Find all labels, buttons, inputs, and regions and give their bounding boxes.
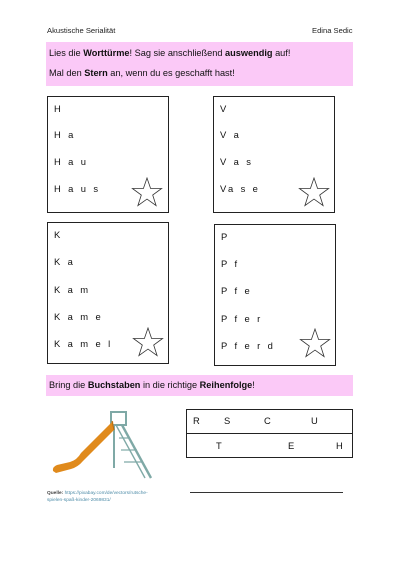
text-part: Bring die	[49, 380, 88, 390]
text-bold: Reihenfolge	[199, 380, 253, 390]
letter-grid	[186, 409, 353, 458]
text-part: Mal den	[49, 68, 85, 78]
source-link[interactable]: https://pixabay.com/de/vectors/rutsche-spielen-spaß-kinder-2069831/	[47, 491, 148, 503]
header-left: Akustische Serialität	[47, 26, 116, 35]
tower-word: P	[221, 231, 230, 242]
tower-word: H	[54, 103, 64, 114]
star-outline-icon[interactable]	[131, 177, 163, 208]
instruction-banner	[46, 42, 353, 86]
tower-word: V	[220, 103, 229, 114]
tower-word: K a	[54, 256, 76, 267]
tower-word: P f e	[221, 285, 253, 296]
tower-word: P f e r	[221, 313, 263, 324]
tower-word: P f	[221, 258, 240, 269]
star-outline-icon[interactable]	[132, 327, 164, 358]
letter: T	[216, 440, 222, 451]
instruction-banner-2	[46, 375, 353, 396]
word-tower-kamel	[47, 222, 169, 364]
tower-word: H a	[54, 129, 76, 140]
text-bold: Worttürme	[83, 48, 130, 58]
tower-word: K a m e l	[54, 338, 113, 349]
instruction-line	[49, 380, 255, 390]
letter: C	[264, 415, 271, 426]
tower-word: H a u	[54, 156, 89, 167]
letter: E	[288, 440, 295, 451]
letter: R	[193, 415, 200, 426]
star-outline-icon[interactable]	[299, 328, 331, 359]
word-tower-pferd	[214, 224, 336, 366]
tower-word: K	[54, 229, 63, 240]
tower-word: K a m	[54, 284, 91, 295]
text-part: an, wenn du es geschafft hast!	[107, 68, 235, 78]
tower-word: V a s	[220, 156, 254, 167]
letter: U	[311, 415, 318, 426]
letter: H	[336, 440, 343, 451]
text-part: ! Sag sie anschließend	[129, 48, 226, 58]
word-tower-haus	[47, 96, 169, 213]
slide-illustration	[50, 408, 156, 480]
tower-word: V a	[220, 129, 242, 140]
text-bold: Stern	[84, 68, 108, 78]
tower-word: Va s e	[220, 183, 261, 194]
tower-word: K a m e	[54, 311, 104, 322]
text-bold: Buchstaben	[87, 380, 141, 390]
tower-word: H a u s	[54, 183, 101, 194]
image-source	[47, 490, 162, 504]
text-part: !	[252, 380, 255, 390]
text-part: auf!	[272, 48, 291, 58]
instruction-line-1	[49, 48, 290, 58]
letter: S	[224, 415, 231, 426]
text-bold: auswendig	[225, 48, 273, 58]
star-outline-icon[interactable]	[298, 177, 330, 208]
header-right: Edina Sedic	[312, 26, 353, 35]
word-tower-vase	[213, 96, 335, 213]
tower-word: P f e r d	[221, 340, 276, 351]
instruction-line-2	[49, 68, 235, 78]
grid-divider	[187, 433, 352, 434]
text-part: in die richtige	[140, 380, 200, 390]
text-part: Lies die	[49, 48, 84, 58]
source-label: Quelle:	[47, 491, 64, 496]
answer-line[interactable]	[190, 492, 343, 493]
